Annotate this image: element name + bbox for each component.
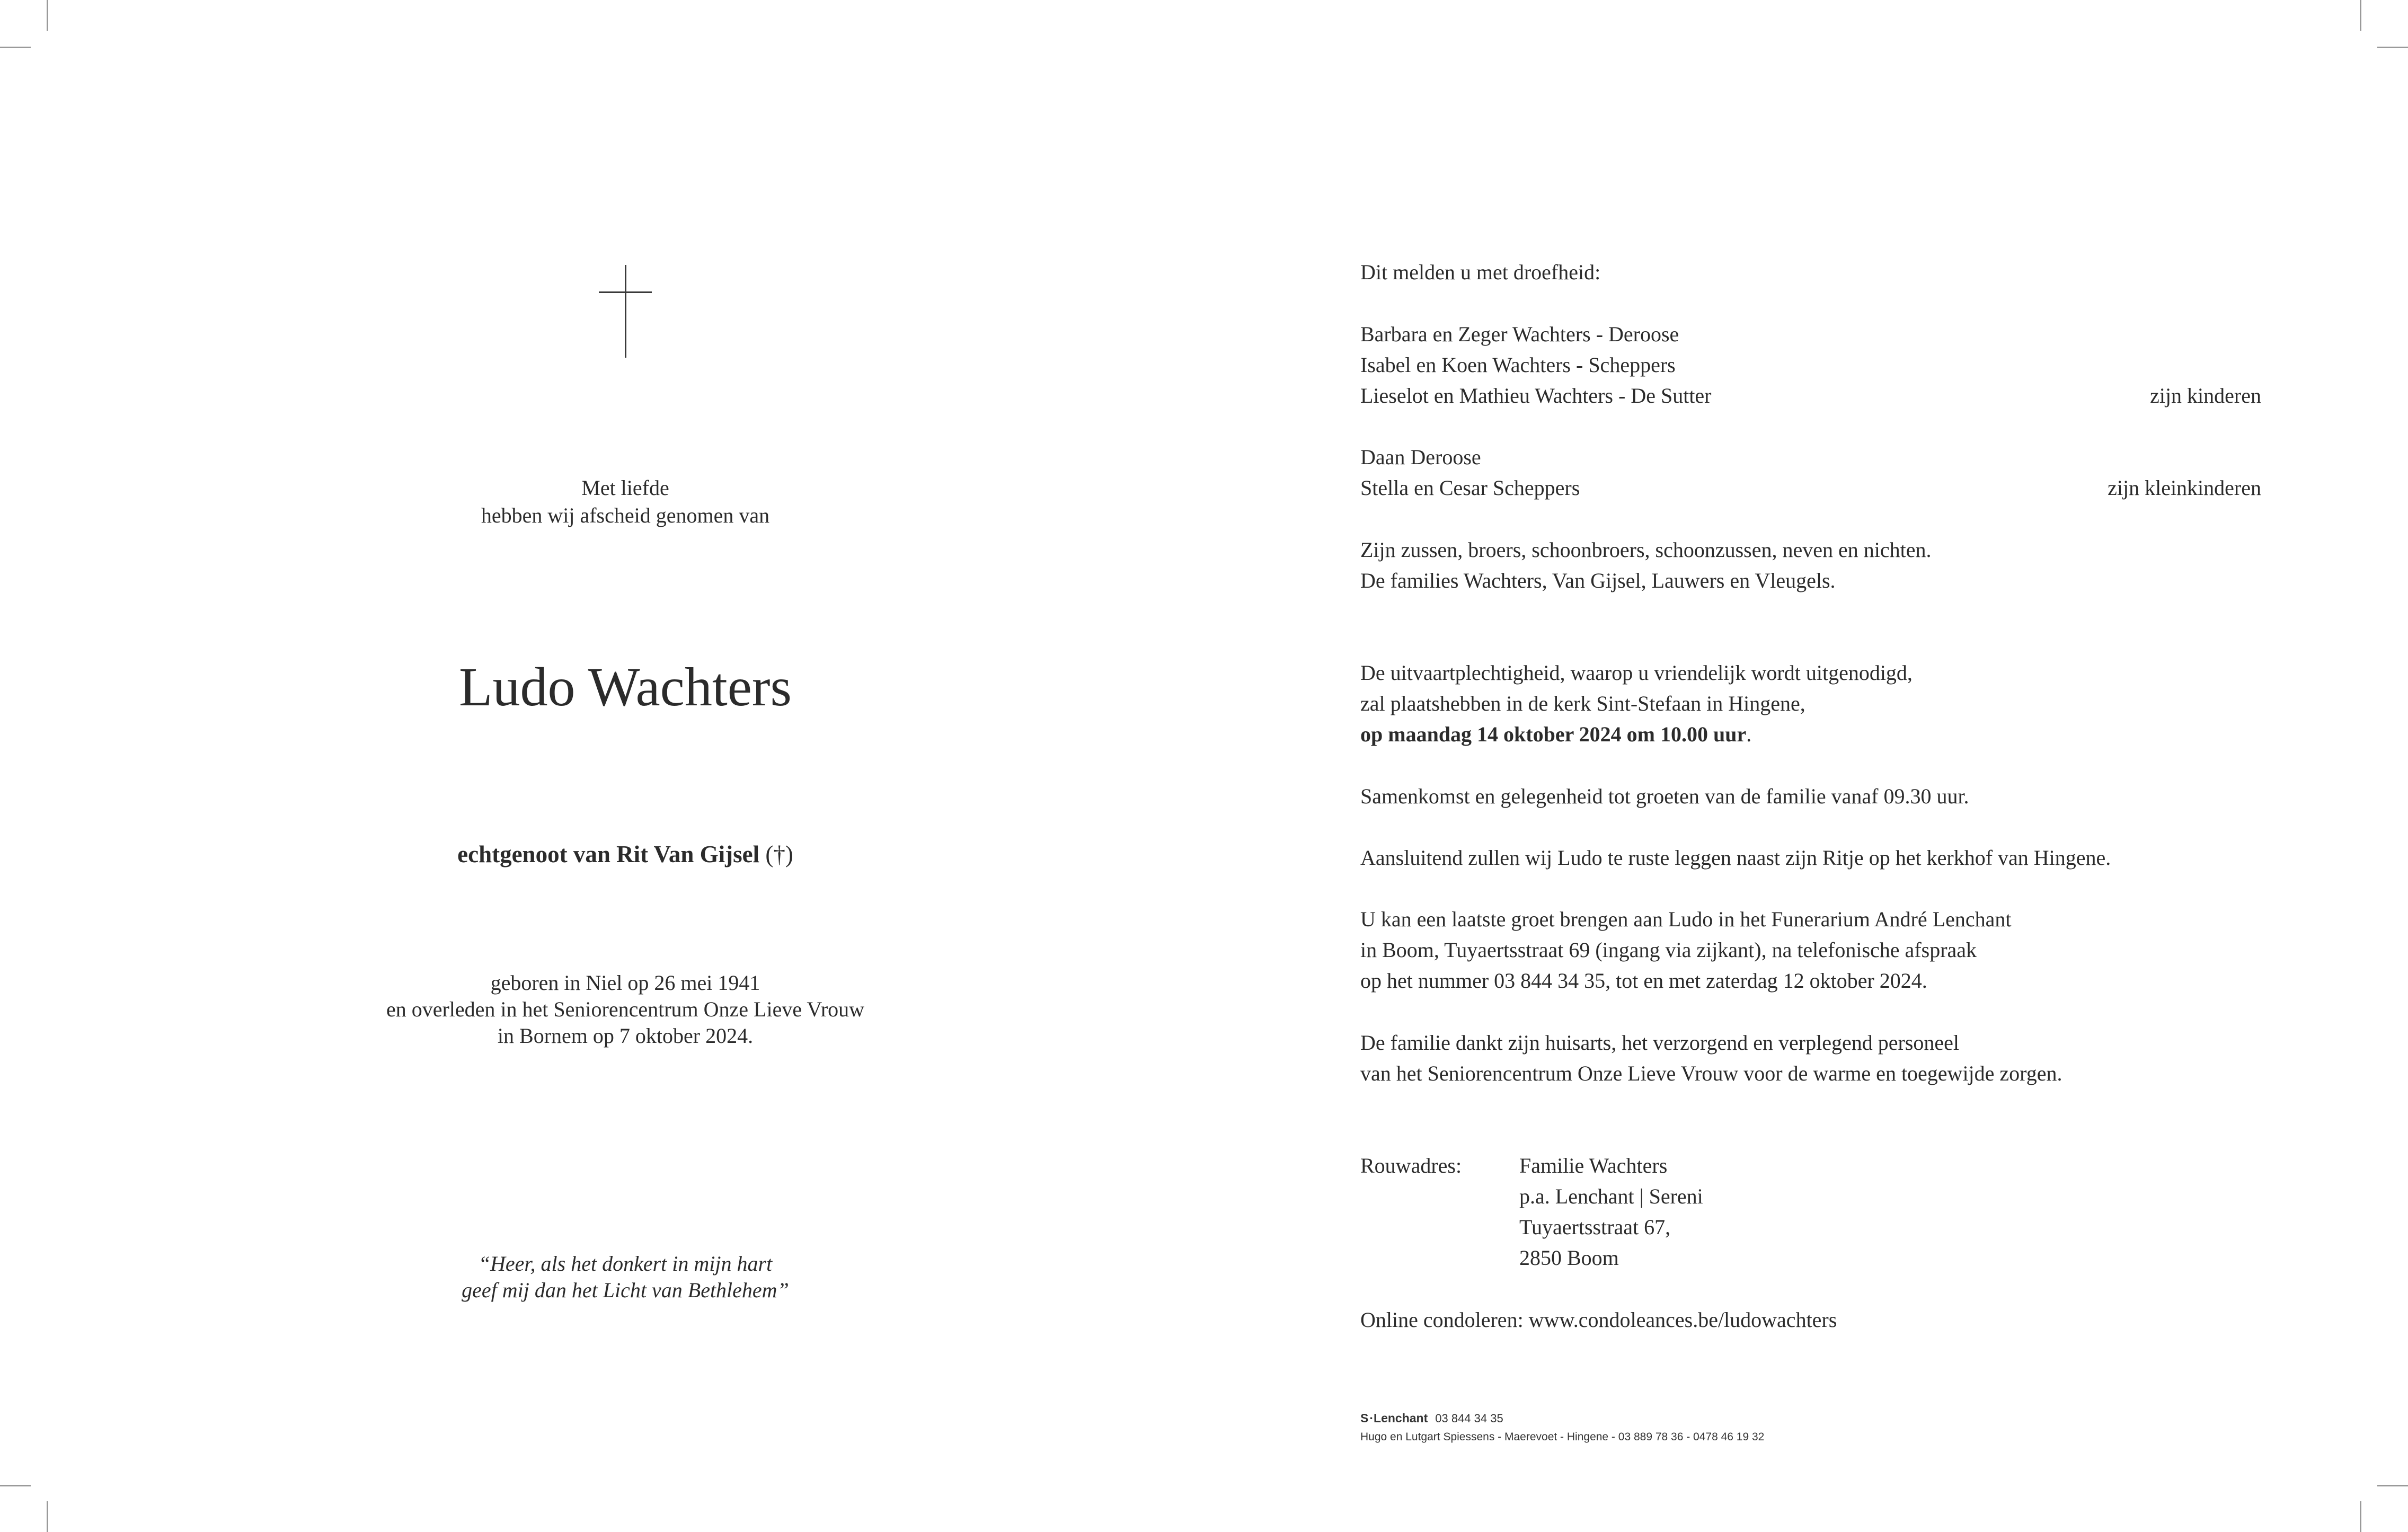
quote [0,1251,1251,1304]
life-line: en overleden in het Seniorencentrum Onze Lieve Vrouw [386,997,865,1021]
family-line: De families Wachters, Van Gijsel, Lauwers en Vleugels. [1360,569,1836,592]
funeral-home-brand [1360,1411,1503,1426]
crop-mark [2360,0,2361,31]
address-line: 2850 Boom [1519,1246,1619,1270]
ceremony-date-line [1360,719,1751,750]
ceremony-line: De uitvaartplechtigheid, waarop u vriendelijk wordt uitgenodigd, [1360,661,1913,685]
child-line: Isabel en Koen Wachters - Scheppers [1360,353,1676,377]
ceremony-date-end: . [1746,722,1752,746]
thanks-line: van het Seniorencentrum Onze Lieve Vrouw voor de warme en toegewijde zorgen. [1360,1061,2062,1085]
brand-logo: S·Lenchant [1360,1411,1428,1425]
address-line: Tuyaertsstraat 67, [1519,1215,1671,1239]
family-line: Zijn zussen, broers, schoonbroers, schoonzussen, neven en nichten. [1360,538,1932,562]
deceased-name: Ludo Wachters [459,657,792,718]
spouse-text: echtgenoot van Rit Van Gijsel [457,841,760,867]
spouse-line [0,838,1251,870]
visit-line: in Boom, Tuyaertsstraat 69 (ingang via zijkant), na telefonische afspraak [1360,938,1977,962]
intro-line: Met liefde [581,476,669,500]
gathering-text: Samenkomst en gelegenheid tot groeten van de familie vanaf 09.30 uur. [1360,784,1969,808]
ceremony-date: op maandag 14 oktober 2024 om 10.00 uur [1360,722,1747,746]
grandchildren-relation: zijn kleinkinderen [2108,476,2261,500]
intro-text [0,474,1251,529]
address-label: Rouwadres: [1360,1154,1462,1177]
address-line: p.a. Lenchant | Sereni [1519,1184,1703,1208]
cross-icon [599,265,652,358]
life-dates [0,970,1251,1049]
visit-line: U kan een laatste groet brengen aan Ludo in het Funerarium André Lenchant [1360,907,2012,931]
grandchild-line: Stella en Cesar Scheppers [1360,476,1580,500]
announce-text: Dit melden u met droefheid: [1360,260,1601,284]
crop-mark [2377,1485,2408,1486]
funeral-home-details: Hugo en Lutgart Spiessens - Maerevoet - Hingene - 03 889 78 36 - 0478 46 19 32 [1360,1431,1765,1443]
ceremony-line: zal plaatshebben in de kerk Sint-Stefaan in Hingene, [1360,692,1805,715]
life-line: in Bornem op 7 oktober 2024. [497,1024,754,1048]
burial-text: Aansluitend zullen wij Ludo te ruste leggen naast zijn Ritje op het kerkhof van Hingene. [1360,846,2111,870]
deceased-mark: (†) [765,841,793,867]
address-line: Familie Wachters [1519,1154,1668,1177]
life-line: geboren in Niel op 26 mei 1941 [490,971,760,995]
visit-line: op het nummer 03 844 34 35, tot en met zaterdag 12 oktober 2024. [1360,969,1927,993]
child-line: Barbara en Zeger Wachters - Deroose [1360,322,1679,346]
brand-phone: 03 844 34 35 [1435,1412,1503,1425]
online-condolence: Online condoleren: www.condoleances.be/ludowachters [1360,1308,1837,1332]
child-line: Lieselot en Mathieu Wachters - De Sutter [1360,384,1712,408]
quote-line: “Heer, als het donkert in mijn hart [478,1252,773,1276]
crop-mark [2360,1501,2361,1532]
intro-line: hebben wij afscheid genomen van [481,503,770,527]
crop-mark [2377,47,2408,48]
quote-line: geef mij dan het Licht van Bethlehem” [462,1278,789,1302]
grandchild-line: Daan Deroose [1360,445,1481,469]
children-relation: zijn kinderen [2150,384,2261,408]
thanks-line: De familie dankt zijn huisarts, het verzorgend en verplegend personeel [1360,1031,1959,1055]
